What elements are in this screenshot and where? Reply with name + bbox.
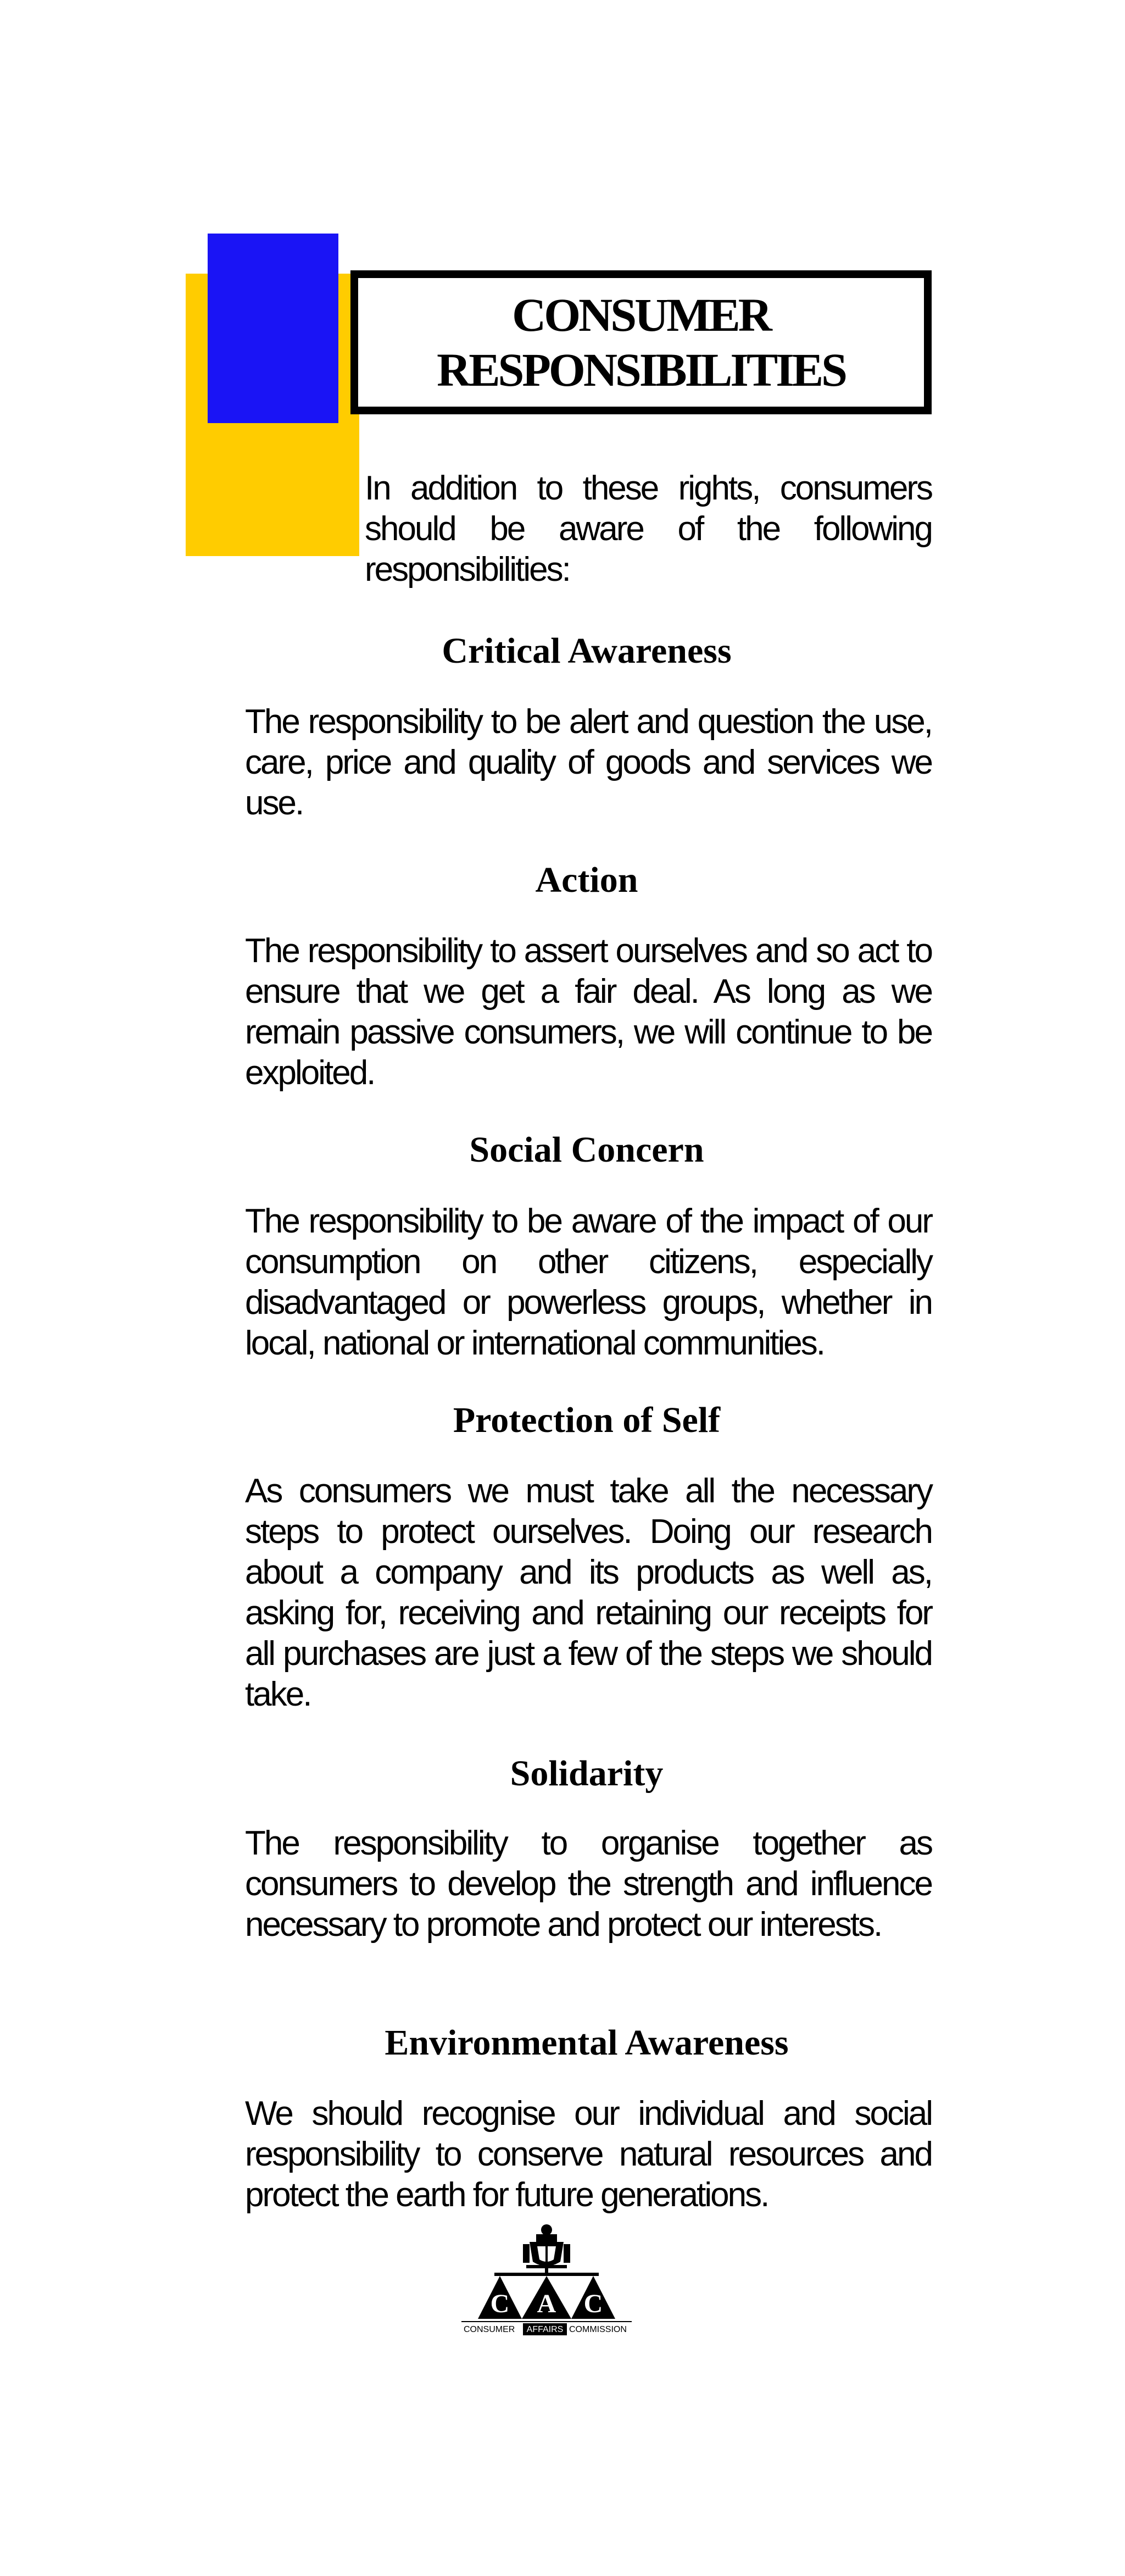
page-title-line-1: CONSUMER <box>512 288 770 341</box>
blue-decor-block <box>208 234 338 423</box>
section-heading-critical-awareness: Critical Awareness <box>442 631 732 671</box>
section-body-solidarity: The responsibility to organise together as consumers to develop the strength and influence necessary to promote and protect our interests. <box>245 1824 932 1944</box>
logo-letter-c-right: C <box>583 2289 603 2318</box>
logo-caption-commission: COMMISSION <box>569 2325 627 2334</box>
intro-paragraph: In addition to these rights, consumers should be aware of the following responsibilities: <box>365 469 932 589</box>
title-box <box>350 270 932 414</box>
crest-icon <box>523 2224 570 2268</box>
logo-letter-c-left: C <box>490 2289 510 2318</box>
section-heading-social-concern: Social Concern <box>469 1130 704 1170</box>
section-body-action: The responsibility to assert ourselves and so act to ensure that we get a fair deal. As long as we remain passive consumers, we will continue to be exploited. <box>245 932 932 1092</box>
section-body-critical-awareness: The responsibility to be alert and question the use, care, price and quality of goods and services we use. <box>245 703 932 822</box>
section-heading-action: Action <box>535 860 638 900</box>
section-body-protection-of-self: As consumers we must take all the necessary steps to protect ourselves. Doing our research about a company and its products as well as, asking for, receiving and retaining our receipts for all purchases are just a few of the steps we should take. <box>245 1472 932 1713</box>
cac-logo-icon <box>461 2220 632 2341</box>
logo-letter-a: A <box>537 2289 556 2318</box>
section-heading-solidarity: Solidarity <box>510 1753 664 1794</box>
logo-caption-consumer: CONSUMER <box>464 2325 515 2334</box>
section-heading-protection-of-self: Protection of Self <box>453 1400 721 1440</box>
logo-caption-affairs: AFFAIRS <box>526 2325 564 2334</box>
page-title-line-2: RESPONSIBILITIES <box>437 343 845 396</box>
section-heading-environmental-awareness: Environmental Awareness <box>385 2023 789 2063</box>
section-body-environmental-awareness: We should recognise our individual and social responsibility to conserve natural resources and protect the earth for future generations. <box>245 2095 932 2214</box>
section-body-social-concern: The responsibility to be aware of the impact of our consumption on other citizens, especially disadvantaged or powerless groups, whether in local, national or international communities. <box>245 1202 932 1362</box>
